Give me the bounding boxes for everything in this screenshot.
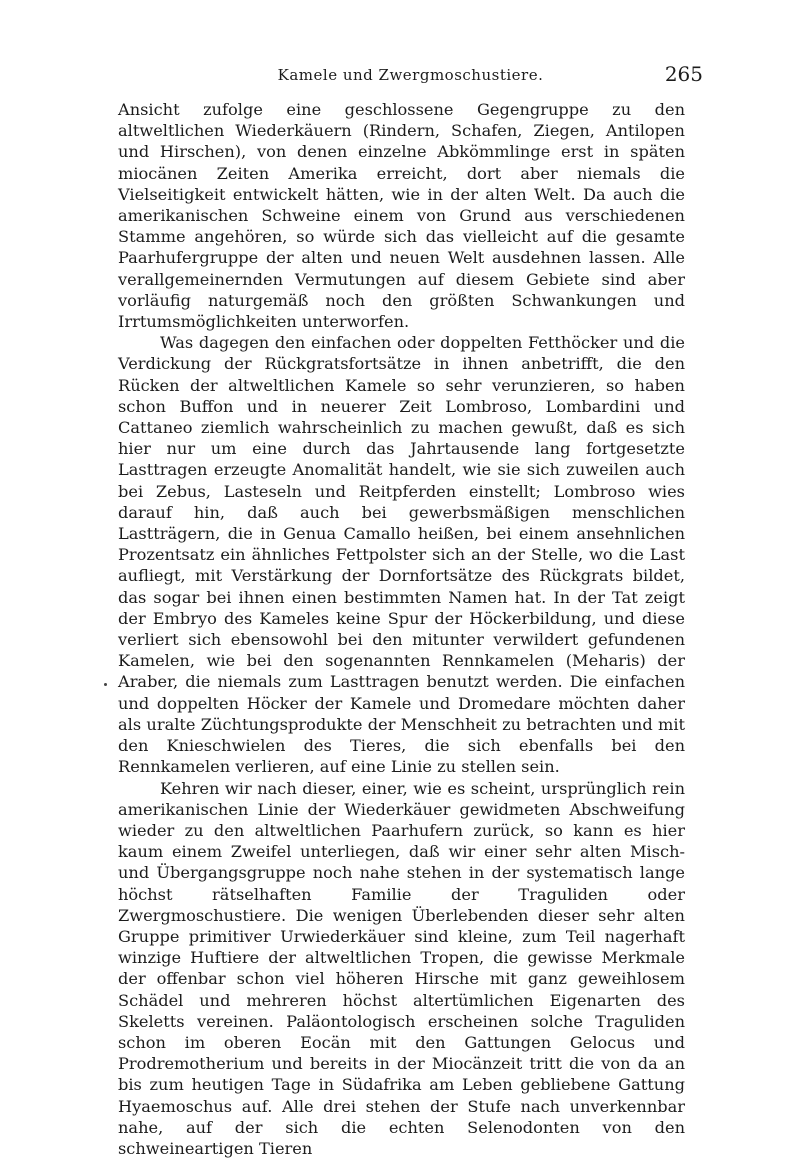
paragraph-tragulids: Kehren wir nach dieser, einer, wie es scheint, ursprünglich rein amerikanischen Linie der Wiederkäuer gewidmeten Abschweifung wieder zu den altweltlichen Paarhufern zurück, so kann es hier kaum einem Zweifel unterliegen, daß wir einer sehr alten Misch- und Übergangsgruppe noch nahe stehen in der systematisch lange höchst rätselhaften Familie der Traguliden oder Zwergmoschustiere. Die wenigen Überlebenden dieser sehr alten Gruppe primitiver Urwiederkäuer sind kleine, zum Teil nagerhaft winzige Huftiere der altweltlichen Tropen, die gewisse Merkmale der offenbar schon viel höheren Hirsche mit ganz geweihlosem Schädel und mehreren höchst altertümlichen Eigenarten des Skeletts vereinen. Paläontologisch erscheinen solche Traguliden schon im oberen Eocän mit den Gattungen Gelocus und Prodremotherium und bereits in der Miocänzeit tritt die von da an bis zum heutigen Tage in Südafrika am Leben gebliebene Gattung Hyaemoschus auf. Alle drei stehen der Stufe nach unverkennbar nahe, auf der sich die echten Selenodonten von den schweineartigen Tieren [118,778,685,1159]
paragraph-continuation: Ansicht zufolge eine geschlossene Gegengruppe zu den altweltlichen Wiederkäuern (Rindern, Schafen, Ziegen, Antilopen und Hirschen), von denen einzelne Abkömmlinge erst in späten miocänen Zeiten Amerika erreicht, dort aber niemals die Vielseitigkeit entwickelt hätten, wie in der alten Welt. Da auch die amerikanischen Schweine einem von Grund aus verschiedenen Stamme angehören, so würde sich das vielleicht auf die gesamte Paarhufergruppe der alten und neuen Welt ausdehnen lassen. Alle verallgemeinernden Vermutungen auf diesem Gebiete sind aber vorläufig naturgemäß noch den größten Schwankungen und Irrtumsmöglichkeiten unterworfen. [118,99,685,332]
paragraph-camel-humps: Was dagegen den einfachen oder doppelten Fetthöcker und die Verdickung der Rückgratsfortsätze in ihnen anbetrifft, die den Rücken der altweltlichen Kamele so sehr verunzieren, so haben schon Buffon und in neuerer Zeit Lombroso, Lombardini und Cattaneo ziemlich wahrscheinlich zu machen gewußt, daß es sich hier nur um eine durch das Jahrtausende lang fortgesetzte Lasttragen erzeugte Anomalität handelt, wie sie sich zuweilen auch bei Zebus, Lasteseln und Reitpferden einstellt; Lombroso wies darauf hin, daß auch bei gewerbsmäßigen menschlichen Lastträgern, die in Genua Camallo heißen, bei einem ansehnlichen Prozentsatz ein ähnliches Fettpolster sich an der Stelle, wo die Last aufliegt, mit Verstärkung der Dornfortsätze des Rückgrats bildet, das sogar bei ihnen einen bestimmten Namen hat. In der Tat zeigt der Embryo des Kameles keine Spur der Höckerbildung, und diese verliert sich ebensowohl bei den mitunter verwildert gefundenen Kamelen, wie bei den sogenannten Rennkamelen (Meharis) der Araber, die niemals zum Lasttragen benutzt werden. Die einfachen und doppelten Höcker der Kamele und Dromedare möchten daher als uralte Züchtungsprodukte der Menschheit zu betrachten und mit den Knieschwielen des Tieres, die sich ebenfalls bei den Rennkamelen verlieren, auf eine Linie zu stellen sein. [118,332,685,777]
page-header [118,62,703,92]
page-number: 265 [665,62,703,86]
running-title: Kamele und Zwergmoschustiere. [118,66,703,84]
margin-speck [104,683,107,686]
body-text [118,99,685,1159]
